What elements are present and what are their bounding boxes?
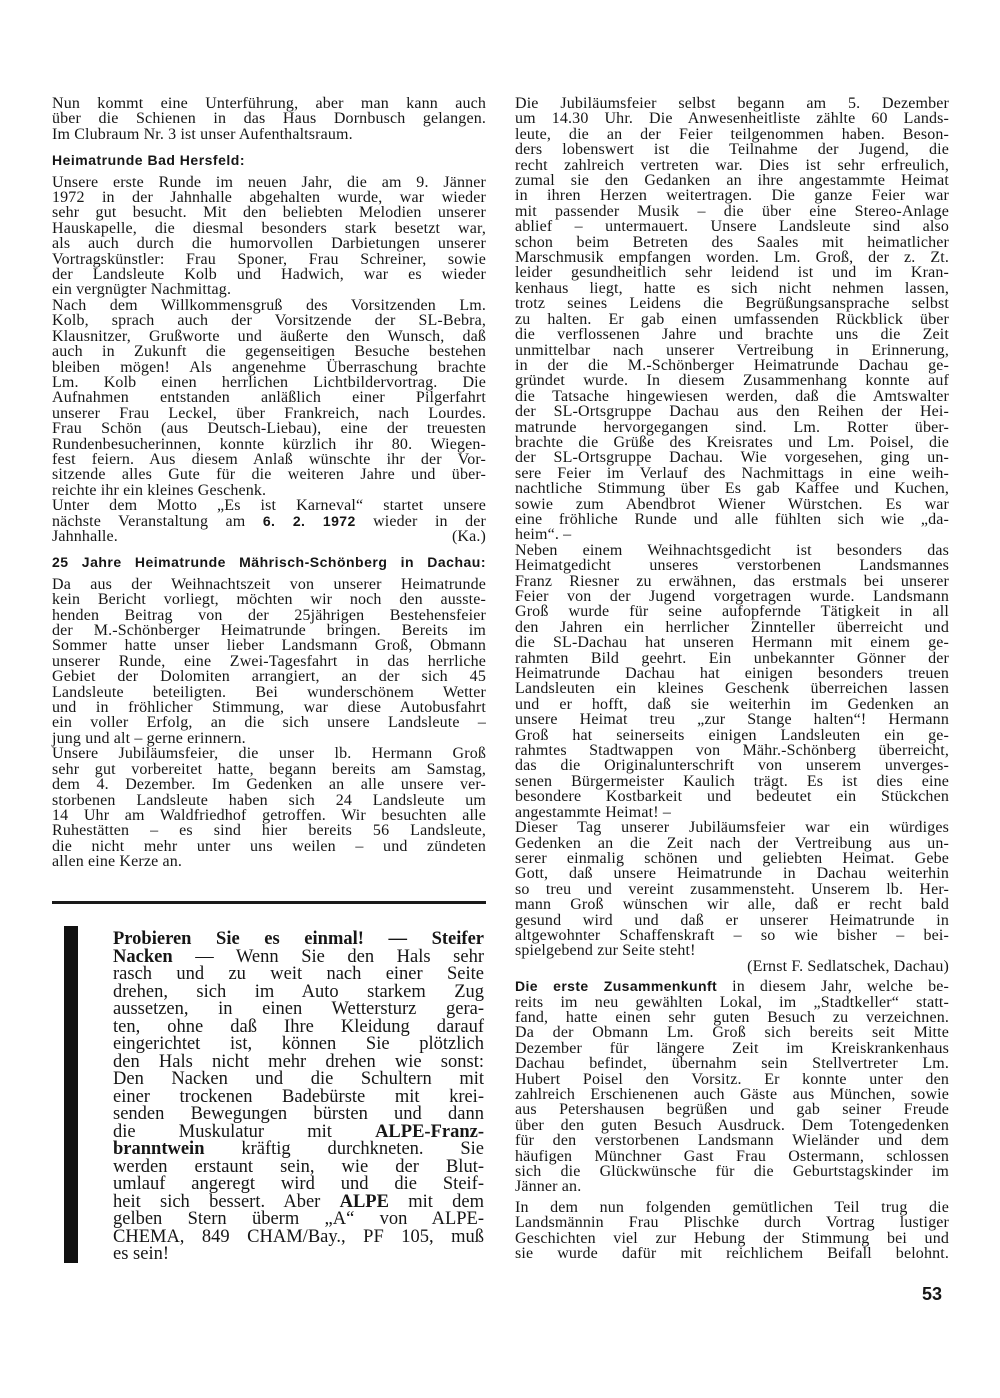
section-heading: 25 Jahre Heimatrunde Mährisch-Schönberg in Dachau: [52, 554, 486, 571]
bold-text: ALPE [339, 1191, 389, 1212]
line-text: 1972 in der Jahnhalle abgehalten wurde, war wieder [52, 189, 486, 207]
text-line [515, 574, 949, 589]
text-line [515, 820, 949, 835]
text-line [515, 420, 949, 435]
text-line [52, 298, 486, 313]
line-text: Klausnitzer, Grußworte und äußerte den Wunsch, daß [52, 327, 486, 345]
text-line [515, 204, 949, 219]
text-line [515, 1041, 949, 1056]
line-text: die verflossenen Jahre und brachte uns die Zeit [515, 326, 949, 344]
text-line [515, 913, 949, 928]
line-text: Den Nacken und die Schultern mit [113, 1069, 484, 1089]
text-line [52, 360, 486, 375]
text-line [515, 1056, 949, 1071]
line-text: Feier von der Jugend vorgetragen wurde. Landsmann [515, 588, 949, 605]
line-text: es sein! [113, 1244, 169, 1264]
text-line [515, 497, 949, 512]
text-line [515, 928, 949, 943]
line-text: recht zahlreich vertreten war. Dies ist sehr erfreulich, [515, 156, 949, 174]
text-line [515, 1149, 949, 1164]
line-text: Nach dem Willkommensgruß des Vorsitzenden Lm. [52, 296, 486, 314]
line-text: leider gesundheitlich sehr leidend ist und im Kran- [515, 264, 949, 282]
text-line [52, 529, 486, 544]
line-text: unserer Runde, eine Zwei-Tagesfahrt in das herrliche [52, 652, 486, 670]
text-line [515, 836, 949, 851]
text-line [515, 712, 949, 727]
text-line [515, 466, 949, 481]
line-text: über die Schienen in das Haus Dornbusch gelangen. [52, 110, 486, 128]
line-text: matrunde hervorgegangen sind. Lm. Rotter über- [515, 418, 949, 436]
line-text: mit passender Musik – die über eine Stereo-Anlage [515, 202, 949, 220]
line-text: als auch durch die humorvollen Darbietungen unserer [52, 235, 486, 253]
line-text: dem 4. Dezember. Im Gedenken an alle unsere ver- [52, 776, 486, 794]
text-line [52, 452, 486, 467]
line-text: Hauskapelle, die diesmal besonders stark besetzt war, [52, 219, 486, 237]
line-text: mann Groß wünschen wir alle, daß er recht bald [515, 896, 949, 914]
line-text: Nun kommt eine Unterführung, aber man kann auch [52, 95, 486, 112]
text-line [515, 543, 949, 558]
text-line [515, 558, 949, 573]
line-text: mit dem [388, 1191, 484, 1212]
bold-text: 6. 2. 1972 [262, 512, 356, 529]
text-line [515, 142, 949, 157]
text-line [515, 312, 949, 327]
line-text: Landsleute beteiligten. Bei wunderschönem Wetter [52, 683, 486, 701]
line-text: Rundenbesucherinnen, konnte kürzlich ihr 80. Wiegen- [52, 435, 486, 453]
text-line [52, 854, 486, 869]
line-text: storbenen Landsleute haben sich 24 Landsleute um [52, 791, 486, 809]
text-line [515, 697, 949, 712]
line-text: um 14.30 Uhr. Die Anwesenheitliste zählte 60 Lands- [515, 110, 949, 128]
line-text: unserer Frau Leckel, über Frankreich, nach Lourdes. [52, 404, 486, 422]
line-text: Frau Schön (aus Deutsch-Liebau), eine der treuesten [52, 420, 486, 438]
line-text: kräftig durchkneten. Sie [204, 1139, 484, 1159]
text-line [52, 498, 486, 513]
line-text: serer einmalig schönen und geliebten Heimat. Gebe [515, 849, 949, 867]
line-text: aus Petershausen begrüßen und gab seiner Freude [515, 1101, 949, 1119]
text-line [515, 666, 949, 681]
line-text: sere Feier im Verlauf des Nachmittags in eine weih- [515, 464, 949, 482]
line-text: Unsere erste Runde im neuen Jahr, die am 9. Jänner [52, 173, 486, 191]
line-text: ten, ohne daß Ihre Kleidung darauf [113, 1016, 484, 1037]
author-signature: (Ernst F. Sedlatschek, Dachau) [747, 957, 949, 975]
line-text: bleiben mögen! Als angenehme Überraschung brachte [52, 358, 486, 376]
text-line [515, 620, 949, 635]
right-column [515, 96, 949, 1261]
line-text: Da aus der Weihnachtszeit von unserer Heimatrunde [52, 575, 486, 593]
text-line [52, 731, 486, 746]
line-text: umlauf angeregt wird und die Steif- [113, 1174, 484, 1194]
line-text: sich die Glückwünsche für die Geburtstagskinder im [515, 1163, 949, 1181]
line-text: drehen, sich im Auto starkem Zug [113, 981, 484, 1002]
line-text: Vortragskünstler: Frau Sponer, Frau Schreiner, sowie [52, 250, 486, 268]
text-line [515, 1231, 949, 1246]
line-text: Die Jubiläumsfeier selbst begann am 5. Dezember [515, 95, 949, 112]
line-text: trotz seines Leidens die Begrüßungsansprache selbst [515, 295, 949, 313]
line-text: Unter dem Motto „Es ist Karneval“ startet unsere [52, 497, 486, 515]
text-line [515, 1072, 949, 1087]
line-text: schon beim Betreten des Saales mit heimatlicher [515, 233, 949, 251]
line-text: nächste Veranstaltung am [52, 512, 263, 530]
text-line [515, 943, 949, 958]
text-line [515, 758, 949, 773]
line-text: — Wenn Sie den Hals sehr [172, 946, 484, 967]
text-line [515, 435, 949, 450]
text-line [515, 296, 949, 311]
text-line [52, 777, 486, 792]
text-line [515, 1025, 949, 1040]
text-line [52, 205, 486, 220]
line-text: senen Bürgermeister Kaulich trägt. Es ist dies eine [515, 772, 949, 790]
text-line [515, 1164, 949, 1179]
line-text: 14 Uhr am Waldfriedhof getroffen. Wir besuchten alle [52, 806, 486, 824]
text-line [515, 728, 949, 743]
line-text: den Hals nicht mehr drehen wie sonst: [113, 1051, 484, 1072]
line-text: Gott, daß unsere Heimatrunde in Dachau weiterhin [515, 865, 949, 883]
line-text: Landsleuten ein kleines Geschenk überreichen lassen [515, 680, 949, 698]
ad-top-rule [52, 901, 486, 904]
text-line [52, 623, 486, 638]
line-text: Jänner an. [515, 1178, 582, 1196]
ad-side-bar [64, 926, 78, 1263]
line-text: gründet wurde. In diesem Zusammenhang konnte auf [515, 372, 949, 390]
text-line [52, 700, 486, 715]
text-line [52, 762, 486, 777]
text-line [515, 1215, 949, 1230]
line-text: sehr gut besucht. Mit den beliebten Melodien unserer [52, 204, 486, 222]
bold-text: Die erste Zusammenkunft [515, 978, 718, 995]
text-line [52, 808, 486, 823]
text-line [515, 604, 949, 619]
line-text: fest feiern. Aus diesem Anlaß wünschte ihr der Vor- [52, 450, 486, 468]
line-text: über den guten Besuch Ausdruck. Dem Totengedenken [515, 1116, 949, 1134]
text-line [52, 715, 486, 730]
line-text: werden erstaunt sein, wie der Blut- [113, 1156, 484, 1177]
line-text: ein vergnügter Nachmittag. [52, 281, 232, 299]
line-text: auch in Zukunft die gegenseitigen Besuche bestehen [52, 343, 486, 361]
line-text: in der die M.-Schönberger Heimatrunde Dachau ge- [515, 356, 949, 374]
line-text: reits im neu gewählten Lokal, im „Stadtkeller“ statt- [515, 993, 949, 1011]
line-text: besondere Kostbarkeit und bedeutet ein Stückchen [515, 788, 949, 806]
text-line [515, 743, 949, 758]
text-line [52, 746, 486, 761]
line-text: den Jahren ein herrlicher Zinnteller überreicht und [515, 618, 949, 636]
text-line [515, 250, 949, 265]
line-text: Lm. Kolb einen herrlichen Lichtbildervortrag. Die [52, 373, 486, 391]
advertisement [113, 931, 484, 1264]
line-text: Heimatgedicht unseres verstorbenen Landsmannes [515, 557, 949, 575]
text-line [52, 96, 486, 111]
line-text: heim“. – [515, 526, 572, 544]
text-line [515, 173, 949, 188]
text-line [515, 219, 949, 234]
text-line [515, 450, 949, 465]
text-line [52, 437, 486, 452]
text-line [52, 111, 486, 126]
paragraph [52, 298, 486, 498]
line-text: kenhaus liegt, hatte es sich nicht nehmen lassen, [515, 279, 949, 297]
line-text: so treu und vereint zusammensteht. Unserem lb. Her- [515, 880, 949, 898]
text-line [515, 866, 949, 881]
line-text: Neben einem Weihnachtsgedicht ist besonders das [515, 541, 949, 559]
paragraph [515, 1200, 949, 1262]
left-column [52, 96, 486, 870]
text-line [515, 188, 949, 203]
section-heading: Heimatrunde Bad Hersfeld: [52, 152, 245, 169]
line-text: gelben Stern überm „A“ von ALPE- [113, 1209, 484, 1229]
text-line [515, 995, 949, 1010]
line-text: allen eine Kerze an. [52, 853, 183, 871]
line-text: jung und alt – gerne erinnern. [52, 729, 246, 747]
line-text: der SL-Ortsgruppe Dachau aus den Reihen der Hei- [515, 403, 949, 421]
text-line [515, 979, 949, 994]
text-line [515, 481, 949, 496]
line-text: der SL-Ortsgruppe Dachau. Wie vorgesehen, ging un- [515, 449, 949, 467]
text-line [52, 839, 486, 854]
line-text: Dezember für längere Zeit im Kreiskrankenhaus [515, 1039, 949, 1057]
text-line [113, 1246, 484, 1264]
line-text: Unsere Jubiläumsfeier, die unser lb. Hermann Groß [52, 745, 486, 763]
line-text: in ihren Herzen weitertragen. Die ganze Feier war [515, 187, 949, 205]
line-text: reichte ihr ein kleines Geschenk. [52, 481, 267, 499]
text-line [52, 483, 486, 498]
text-line [52, 421, 486, 436]
text-line [52, 654, 486, 669]
page-number: 53 [922, 1284, 943, 1304]
text-line [515, 373, 949, 388]
text-line [52, 329, 486, 344]
text-line [515, 281, 949, 296]
line-text: Kolb, sprach auch der Vorsitzende der SL-Bebra, [52, 312, 486, 330]
line-text: unsere Heimat treu „zur Stange halten“! Hermann [515, 711, 949, 729]
line-text: Groß wurde für seine aufopfernde Tätigkeit in all [515, 603, 949, 621]
paragraph [515, 543, 949, 820]
bold-text: branntwein [113, 1139, 205, 1159]
line-text: Geschichten viel zur Hebung der Stimmung bei und [515, 1229, 949, 1247]
text-line [52, 236, 486, 251]
line-text: leute, die an der Feier teilgenommen haben. Beson- [515, 125, 949, 143]
text-line [52, 221, 486, 236]
text-line [52, 685, 486, 700]
line-text: Aufnahmen entstanden anläßlich einer Pilgerfahrt [52, 389, 486, 407]
text-line [52, 282, 486, 297]
line-text: rasch und zu weit nach einer Seite [113, 964, 484, 984]
line-text: für den verstorbenen Landsmann Wieländer und dem [515, 1132, 949, 1150]
text-line [52, 592, 486, 607]
line-text: Marschmusik empfangen worden. Lm. Groß, der z. Zt. [515, 249, 949, 267]
line-text: unmittelbar nach unserer Vertreibung in Erinnerung, [515, 341, 949, 359]
text-line [515, 327, 949, 342]
text-line [515, 651, 949, 666]
line-text: wieder in der [355, 512, 487, 530]
text-line [515, 358, 949, 373]
line-text: kein Bericht vorliegt, möchten wir noch den ausste- [52, 591, 486, 609]
text-line [515, 635, 949, 650]
line-text: die Tatsache hingewiesen werden, daß die Amtswalter [515, 387, 949, 405]
text-line [52, 514, 486, 529]
paragraph [515, 979, 949, 1195]
line-text: die nicht mehr unter uns weilen – und zündeten [52, 837, 486, 855]
line-text: das die Originalunterschrift von unserem unverges- [515, 757, 949, 775]
text-line [52, 252, 486, 267]
line-text: fand, hatte einen sehr guten Besuch zu verzeichnen. [515, 1008, 949, 1026]
text-line [52, 313, 486, 328]
text-line [52, 577, 486, 592]
line-text: Heimatrunde Dachau hat einigen besonders treuen [515, 665, 949, 683]
line-text: ablief – untermauert. Unsere Landsleute sind also [515, 218, 949, 236]
line-text: und er hofft, daß sie weiterhin im Gedenken an [515, 695, 949, 713]
text-line [515, 127, 949, 142]
line-text: heit sich bessert. Aber [113, 1191, 340, 1212]
text-line [515, 1179, 949, 1194]
text-line [52, 344, 486, 359]
line-text: In dem nun folgenden gemütlichen Teil trug die [515, 1198, 949, 1216]
text-line [515, 851, 949, 866]
line-text: spielgebend zur Seite steht! [515, 942, 696, 960]
line-text: zu halten. Er gab einen umfassenden Rückblick über [515, 310, 949, 328]
line-text: senden Bewegungen bürsten und dann [113, 1104, 484, 1124]
line-text: sie wurde dafür mit reichlichem Beifall belohnt. [515, 1245, 949, 1263]
text-line [52, 669, 486, 684]
paragraph [52, 498, 486, 544]
text-line [515, 1087, 949, 1102]
text-line [515, 681, 949, 696]
text-line [52, 467, 486, 482]
text-line [515, 897, 949, 912]
line-text: Dieser Tag unserer Jubiläumsfeier war ein würdiges [515, 819, 949, 837]
text-line [52, 823, 486, 838]
line-text: eingerichtet ist, können Sie plötzlich [113, 1034, 484, 1054]
line-text: die SL-Dachau hat unseren Hermann mit einem ge- [515, 634, 949, 652]
line-text: häufigen Münchner Gast Frau Ostermann, schlossen [515, 1147, 949, 1165]
line-text: brachte die Grüße des Kreisrates und Lm. Poisel, die [515, 433, 949, 451]
line-text: Groß hat seinerseits einigen Landsleuten ein ge- [515, 726, 949, 744]
line-text: die Muskulatur mit [113, 1121, 376, 1142]
text-line [515, 404, 949, 419]
text-line [515, 389, 949, 404]
line-text: eine fröhliche Runde und alle fühlten sich wie „da- [515, 510, 949, 528]
text-line [515, 1118, 949, 1133]
line-text: Hubert Poisel den Vorsitz. Er konnte unter den [515, 1070, 949, 1088]
text-line [515, 805, 949, 820]
line-text: altgewohnter Schaffenskraft – so wie bisher – bei- [515, 926, 949, 944]
text-line [52, 190, 486, 205]
bold-text: Nacken [113, 946, 173, 967]
line-text: rahmtes Stadtwappen von Mähr.-Schönberg überreicht, [515, 742, 949, 760]
line-text: zumal sie den Gedanken an ihre angestammte Heimat [515, 172, 949, 190]
line-text: angestammte Heimat! – [515, 803, 671, 821]
line-text: zahlreich Erschienenen auch Gäste aus München, sowie [515, 1086, 949, 1103]
bold-text: Probieren Sie es einmal! — Steifer [113, 929, 484, 949]
line-text: Ruhestätten – es sind hier bereits 56 Landsleute, [52, 822, 486, 840]
line-text: Sommer hatte unser lieber Landsmann Groß, Obmann [52, 637, 486, 655]
line-text: in diesem Jahr, welche be- [717, 978, 949, 996]
paragraph [515, 820, 949, 959]
line-text: sitzende alles Gute für die weiteren Jahre und über- [52, 466, 486, 484]
text-line [515, 235, 949, 250]
text-line [52, 793, 486, 808]
line-text: Franz Riesner zu erwähnen, das erstmals bei unserer [515, 572, 949, 590]
line-text: CHEMA, 849 CHAM/Bay., PF 105, muß [113, 1226, 484, 1247]
text-line [515, 1133, 949, 1148]
text-line [515, 789, 949, 804]
bold-text: ALPE-Franz- [375, 1121, 484, 1142]
line-text: Dachau befindet, übernahm sein Stellvertreter Lm. [515, 1055, 949, 1073]
line-text: der M.-Schönberger Heimatrunde bringen. Bereits im [52, 622, 486, 640]
text-line [515, 774, 949, 789]
line-text: Im Clubraum Nr. 3 ist unser Aufenthaltsraum. [52, 125, 353, 143]
line-text: sehr gut vorbereitet hatte, begann bereits am Samstag, [52, 760, 486, 778]
text-line [515, 527, 949, 542]
line-text: Landsmännin Frau Plischke durch Vortrag lustiger [515, 1214, 949, 1232]
line-text: rahmten Bild geehrt. Ein unbekannter Gönner der [515, 649, 949, 667]
line-text: aussetzen, in einen Wettersturz gera- [113, 999, 484, 1019]
paragraph [52, 577, 486, 746]
text-line [515, 343, 949, 358]
line-text: der Landsleute Kolb und Hadwich, war es wieder [52, 266, 486, 284]
line-text: henden Beitrag von der 25jährigen Bestehensfeier [52, 606, 486, 624]
paragraph [52, 746, 486, 869]
text-line [515, 111, 949, 126]
text-line [515, 265, 949, 280]
text-line [515, 589, 949, 604]
text-line [52, 390, 486, 405]
text-line [515, 158, 949, 173]
text-line [52, 608, 486, 623]
text-line [515, 882, 949, 897]
line-text: und in fröhlicher Stimmung, war diese Autobusfahrt [52, 699, 486, 717]
line-text: ein voller Erfolg, an die sich unsere Landsleute – [52, 714, 486, 732]
line-text: Da der Obmann Lm. Groß sich bereits seit Mitte [515, 1024, 949, 1042]
line-text: nachtliche Stimmung über Es gab Kaffee und Kuchen, [515, 480, 949, 498]
paragraph [52, 175, 486, 298]
text-line [515, 1010, 949, 1025]
line-text: sowie zum Abendbrot Wiener Würstchen. Es war [515, 495, 949, 513]
text-line [515, 1200, 949, 1215]
line-text: ders lobenswert ist die Teilnahme der Jugend, die [515, 141, 949, 159]
paragraph [52, 96, 486, 142]
line-text: (Ka.) [451, 527, 486, 545]
text-line [515, 96, 949, 111]
paragraph [515, 96, 949, 543]
line-text: Gebiet der Dolomiten arrangiert, an der sich 45 [52, 668, 486, 686]
text-line [515, 1102, 949, 1117]
text-line [52, 406, 486, 421]
line-text: Jahnhalle. [52, 527, 452, 545]
text-line [52, 375, 486, 390]
line-text: gesund wird und daß er unserer Heimatrunde in [515, 911, 949, 929]
text-line [52, 175, 486, 190]
text-line [515, 512, 949, 527]
text-line [52, 267, 486, 282]
text-line [52, 638, 486, 653]
text-line [515, 1246, 949, 1261]
line-text: Gedenken an die Zeit nach der Vertreibung aus un- [515, 834, 949, 852]
text-line [52, 127, 486, 142]
line-text: einer trockenen Badebürste mit krei- [113, 1086, 484, 1107]
